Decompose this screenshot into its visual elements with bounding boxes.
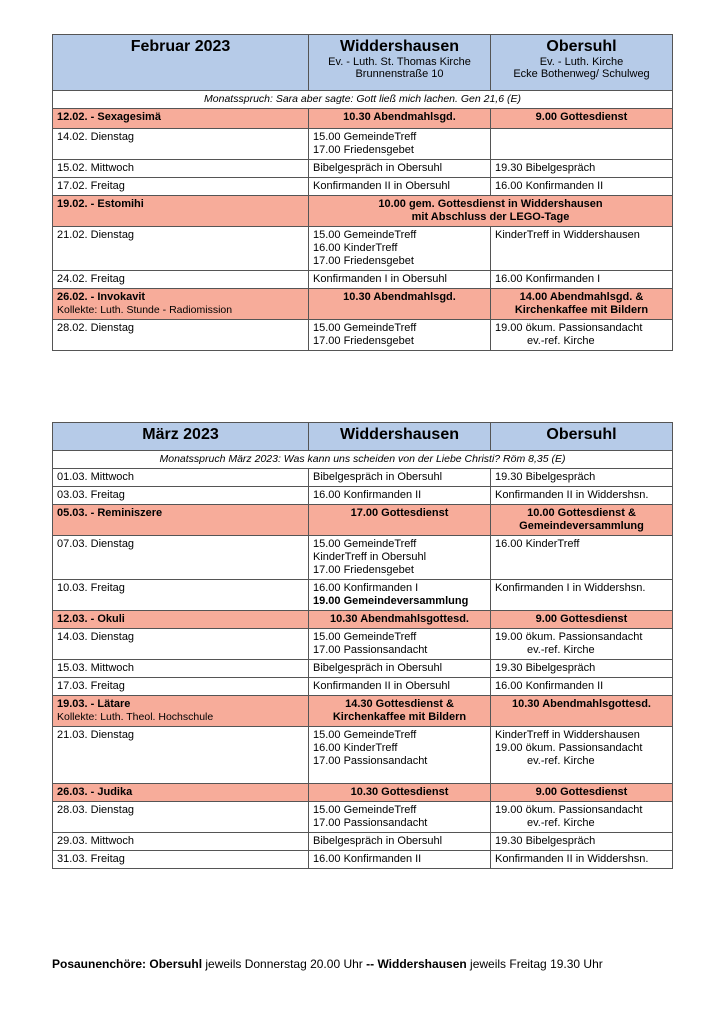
footer-label-widdershausen: -- Widdershausen [366, 957, 467, 971]
table-row [53, 227, 673, 271]
widdershausen-cell: 15.00 GemeindeTreff 16.00 KinderTreff 17.00 Friedensgebet [309, 227, 491, 271]
collection-note: Kollekte: Luth. Theol. Hochschule [57, 711, 214, 723]
obersuhl-cell: 19.00 ökum. Passionsandacht ev.-ref. Kirche [491, 320, 673, 351]
obersuhl-cell: 19.30 Bibelgespräch [491, 660, 673, 678]
collection-note: Kollekte: Luth. Stunde - Radiomission [57, 304, 233, 316]
sunday-row [53, 784, 673, 802]
table-row [53, 160, 673, 178]
table-row [53, 660, 673, 678]
widdershausen-cell: 10.30 Abendmahlsgd. [309, 109, 491, 129]
date-cell: 31.03. Freitag [53, 851, 309, 869]
widdershausen-cell: 10.30 Abendmahlsgottesd. [309, 611, 491, 629]
date-cell: 01.03. Mittwoch [53, 469, 309, 487]
widdershausen-cell: Konfirmanden I in Obersuhl [309, 271, 491, 289]
monthly-verse: Monatsspruch März 2023: Was kann uns scheiden von der Liebe Christi? Röm 8,35 (E) [53, 451, 673, 469]
obersuhl-cell: Konfirmanden II in Widdershsn. [491, 851, 673, 869]
sunday-row [53, 611, 673, 629]
table-header-row [53, 35, 673, 91]
date-cell: 12.02. - Sexagesimä [53, 109, 309, 129]
date-cell: 14.03. Dienstag [53, 629, 309, 660]
table-row [53, 320, 673, 351]
brass-choir-footer [52, 957, 603, 971]
obersuhl-cell: 19.30 Bibelgespräch [491, 469, 673, 487]
monthly-verse: Monatsspruch: Sara aber sagte: Gott ließ mich lachen. Gen 21,6 (E) [53, 91, 673, 109]
obersuhl-cell: 19.30 Bibelgespräch [491, 833, 673, 851]
table-row [53, 487, 673, 505]
table-row [53, 271, 673, 289]
date-cell: 19.03. - Lätare Kollekte: Luth. Theol. Hochschule [53, 696, 309, 727]
february-schedule-table [52, 34, 673, 351]
date-cell: 10.03. Freitag [53, 580, 309, 611]
table-row [53, 536, 673, 580]
column-header-obersuhl: Obersuhl Ev. - Luth. Kirche Ecke Bothenweg/ Schulweg [491, 35, 673, 91]
obersuhl-cell [491, 129, 673, 160]
footer-text-widdershausen: jeweils Freitag 19.30 Uhr [466, 957, 603, 971]
footer-text-obersuhl: jeweils Donnerstag 20.00 Uhr [202, 957, 367, 971]
obersuhl-cell: 16.00 KinderTreff [491, 536, 673, 580]
widdershausen-cell: 15.00 GemeindeTreff KinderTreff in Obersuhl 17.00 Friedensgebet [309, 536, 491, 580]
month-title: März 2023 [53, 423, 309, 451]
sunday-row [53, 289, 673, 320]
date-cell: 21.02. Dienstag [53, 227, 309, 271]
widdershausen-cell: 10.30 Gottesdienst [309, 784, 491, 802]
table-row [53, 802, 673, 833]
sunday-row [53, 505, 673, 536]
obersuhl-cell: Konfirmanden II in Widdershsn. [491, 487, 673, 505]
obersuhl-cell: 9.00 Gottesdienst [491, 109, 673, 129]
table-row [53, 678, 673, 696]
widdershausen-cell: Bibelgespräch in Obersuhl [309, 160, 491, 178]
widdershausen-cell: 17.00 Gottesdienst [309, 505, 491, 536]
obersuhl-cell: 14.00 Abendmahlsgd. & Kirchenkaffee mit Bildern [491, 289, 673, 320]
table-row [53, 580, 673, 611]
column-header-obersuhl: Obersuhl [491, 423, 673, 451]
obersuhl-cell: 9.00 Gottesdienst [491, 611, 673, 629]
obersuhl-cell: 16.00 Konfirmanden II [491, 178, 673, 196]
date-cell: 12.03. - Okuli [53, 611, 309, 629]
obersuhl-cell: KinderTreff in Widdershausen [491, 227, 673, 271]
table-header-row [53, 423, 673, 451]
widdershausen-cell: 16.00 Konfirmanden II [309, 851, 491, 869]
footer-label-obersuhl: Posaunenchöre: Obersuhl [52, 957, 203, 971]
date-cell: 17.02. Freitag [53, 178, 309, 196]
date-cell: 29.03. Mittwoch [53, 833, 309, 851]
widdershausen-cell: 15.00 GemeindeTreff 16.00 KinderTreff 17.00 Passionsandacht [309, 727, 491, 784]
table-row [53, 469, 673, 487]
obersuhl-cell: 9.00 Gottesdienst [491, 784, 673, 802]
monthly-verse-row [53, 91, 673, 109]
sunday-row [53, 196, 673, 227]
date-cell: 24.02. Freitag [53, 271, 309, 289]
monthly-verse-row [53, 451, 673, 469]
date-cell: 14.02. Dienstag [53, 129, 309, 160]
widdershausen-cell: 14.30 Gottesdienst & Kirchenkaffee mit Bildern [309, 696, 491, 727]
obersuhl-cell: 19.30 Bibelgespräch [491, 160, 673, 178]
widdershausen-cell: Bibelgespräch in Obersuhl [309, 469, 491, 487]
date-cell: 07.03. Dienstag [53, 536, 309, 580]
obersuhl-cell: 16.00 Konfirmanden I [491, 271, 673, 289]
month-title: Februar 2023 [53, 35, 309, 91]
date-cell: 03.03. Freitag [53, 487, 309, 505]
sunday-row [53, 109, 673, 129]
widdershausen-cell: 15.00 GemeindeTreff 17.00 Friedensgebet [309, 129, 491, 160]
table-row [53, 629, 673, 660]
table-row [53, 833, 673, 851]
obersuhl-cell: 16.00 Konfirmanden II [491, 678, 673, 696]
date-cell: 17.03. Freitag [53, 678, 309, 696]
table-row [53, 727, 673, 784]
widdershausen-cell: Bibelgespräch in Obersuhl [309, 660, 491, 678]
obersuhl-cell: 19.00 ökum. Passionsandacht ev.-ref. Kirche [491, 629, 673, 660]
sunday-row [53, 696, 673, 727]
obersuhl-cell: 10.30 Abendmahlsgottesd. [491, 696, 673, 727]
widdershausen-cell: 15.00 GemeindeTreff 17.00 Friedensgebet [309, 320, 491, 351]
date-cell: 15.03. Mittwoch [53, 660, 309, 678]
widdershausen-cell: 10.30 Abendmahlsgd. [309, 289, 491, 320]
date-cell: 28.02. Dienstag [53, 320, 309, 351]
date-cell: 15.02. Mittwoch [53, 160, 309, 178]
widdershausen-cell: Konfirmanden II in Obersuhl [309, 178, 491, 196]
widdershausen-cell: 16.00 Konfirmanden I 19.00 Gemeindeversammlung [309, 580, 491, 611]
table-row [53, 851, 673, 869]
widdershausen-cell: 15.00 GemeindeTreff 17.00 Passionsandacht [309, 629, 491, 660]
column-header-widdershausen: Widdershausen [309, 423, 491, 451]
column-header-widdershausen: Widdershausen Ev. - Luth. St. Thomas Kirche Brunnenstraße 10 [309, 35, 491, 91]
date-cell: 26.03. - Judika [53, 784, 309, 802]
widdershausen-cell: Bibelgespräch in Obersuhl [309, 833, 491, 851]
march-schedule-table [52, 422, 673, 869]
obersuhl-cell: KinderTreff in Widdershausen 19.00 ökum. Passionsandacht ev.-ref. Kirche [491, 727, 673, 784]
obersuhl-cell: Konfirmanden I in Widdershsn. [491, 580, 673, 611]
date-cell: 26.02. - Invokavit Kollekte: Luth. Stunde - Radiomission [53, 289, 309, 320]
obersuhl-cell: 19.00 ökum. Passionsandacht ev.-ref. Kirche [491, 802, 673, 833]
date-cell: 21.03. Dienstag [53, 727, 309, 784]
date-cell: 19.02. - Estomihi [53, 196, 309, 227]
table-row [53, 129, 673, 160]
table-row [53, 178, 673, 196]
widdershausen-cell: 15.00 GemeindeTreff 17.00 Passionsandacht [309, 802, 491, 833]
joint-service-cell: 10.00 gem. Gottesdienst in Widdershausen mit Abschluss der LEGO-Tage [309, 196, 673, 227]
widdershausen-cell: Konfirmanden II in Obersuhl [309, 678, 491, 696]
obersuhl-cell: 10.00 Gottesdienst & Gemeindeversammlung [491, 505, 673, 536]
widdershausen-cell: 16.00 Konfirmanden II [309, 487, 491, 505]
date-cell: 28.03. Dienstag [53, 802, 309, 833]
date-cell: 05.03. - Reminiszere [53, 505, 309, 536]
